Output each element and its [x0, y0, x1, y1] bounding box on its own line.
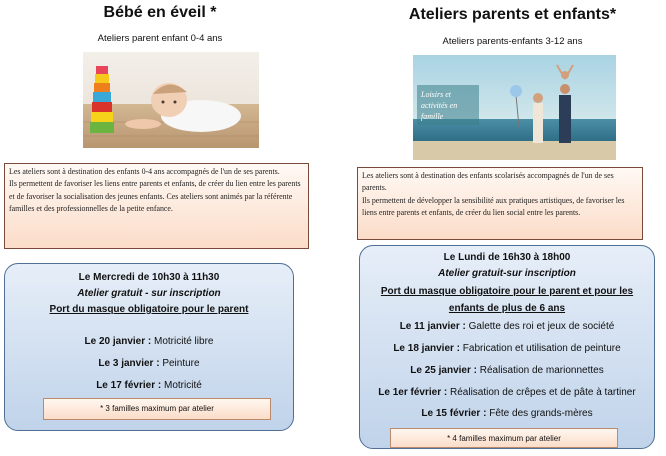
right-session-date: Le 1er février :: [378, 387, 448, 398]
right-session-topic: Fête des grands-mères: [486, 408, 593, 419]
right-description: [357, 167, 643, 240]
right-session-topic: Fabrication et utilisation de peinture: [460, 343, 621, 354]
right-session-date: Le 25 janvier :: [410, 365, 477, 376]
left-description: [4, 163, 309, 249]
left-session-date: Le 17 février :: [96, 380, 162, 391]
family-beach-photo: [413, 55, 616, 160]
right-session-date: Le 15 février :: [421, 408, 487, 419]
left-desc-line-1: Les ateliers sont à destination des enfants 0-4 ans accompagnés de l'un de ses parents.: [9, 167, 280, 176]
left-session-3: [5, 380, 293, 391]
right-session-date: Le 18 janvier :: [393, 343, 461, 354]
left-free-note: Atelier gratuit - sur inscription: [77, 288, 221, 299]
left-subtitle: Ateliers parent enfant 0-4 ans: [97, 33, 223, 44]
right-schedule: Le Lundi de 16h30 à 18h00: [443, 252, 571, 263]
right-session-1: [360, 321, 654, 332]
right-session-2: [360, 343, 654, 354]
right-subtitle: Ateliers parents-enfants 3-12 ans: [442, 36, 583, 47]
right-desc-line-1: Les ateliers sont à destination des enfants scolarisés accompagnés de l'un de ses parents.: [362, 171, 614, 193]
right-free-note: Atelier gratuit-sur inscription: [438, 268, 576, 279]
image-caption: Loisirs et activités en famille: [421, 90, 458, 121]
left-session-topic: Peinture: [159, 358, 200, 369]
right-desc-line-2: Ils permettent de développer la sensibilité aux pratiques artistiques, de favoriser les liens entre parents et enfants, de créer du lien social entre les parents.: [362, 195, 625, 217]
right-session-topic: Réalisation de crêpes et de pâte à tartiner: [447, 387, 636, 398]
left-max-families-note: * 3 familles maximum par atelier: [43, 398, 271, 420]
right-mask-rule-1: Port du masque obligatoire pour le parent et pour les: [380, 286, 634, 297]
left-mask-rule: Port du masque obligatoire pour le parent: [49, 304, 249, 315]
left-title: Bébé en éveil *: [103, 4, 217, 21]
right-mask-rule-2: enfants de plus de 6 ans: [448, 303, 566, 314]
left-session-topic: Motricité libre: [151, 336, 214, 347]
right-max-families-note: * 4 familles maximum par atelier: [390, 428, 618, 448]
left-schedule: Le Mercredi de 10h30 à 11h30: [78, 272, 220, 283]
left-desc-line-2: Ils permettent de favoriser les liens entre parents et enfants, de créer du lien entre les parents et de favoriser la socialisation des jeunes enfants. Ces ateliers sont animés par la référente familles et des professionnelles de la petite enfance.: [9, 179, 301, 213]
left-session-date: Le 20 janvier :: [84, 336, 152, 347]
left-session-topic: Motricité: [161, 380, 202, 391]
right-session-5: [360, 408, 654, 419]
right-schedule-panel: [359, 245, 655, 449]
right-session-topic: Réalisation de marionnettes: [476, 365, 604, 376]
left-session-date: Le 3 janvier :: [98, 358, 160, 369]
right-title: Ateliers parents et enfants*: [408, 6, 617, 23]
right-session-4: [360, 387, 654, 398]
left-schedule-panel: [4, 263, 294, 431]
right-session-date: Le 11 janvier :: [399, 321, 466, 332]
left-session-2: [5, 358, 293, 369]
right-session-topic: Galette des roi et jeux de société: [465, 321, 615, 332]
baby-photo: [83, 52, 259, 148]
right-session-3: [360, 365, 654, 376]
left-session-1: [5, 336, 293, 347]
